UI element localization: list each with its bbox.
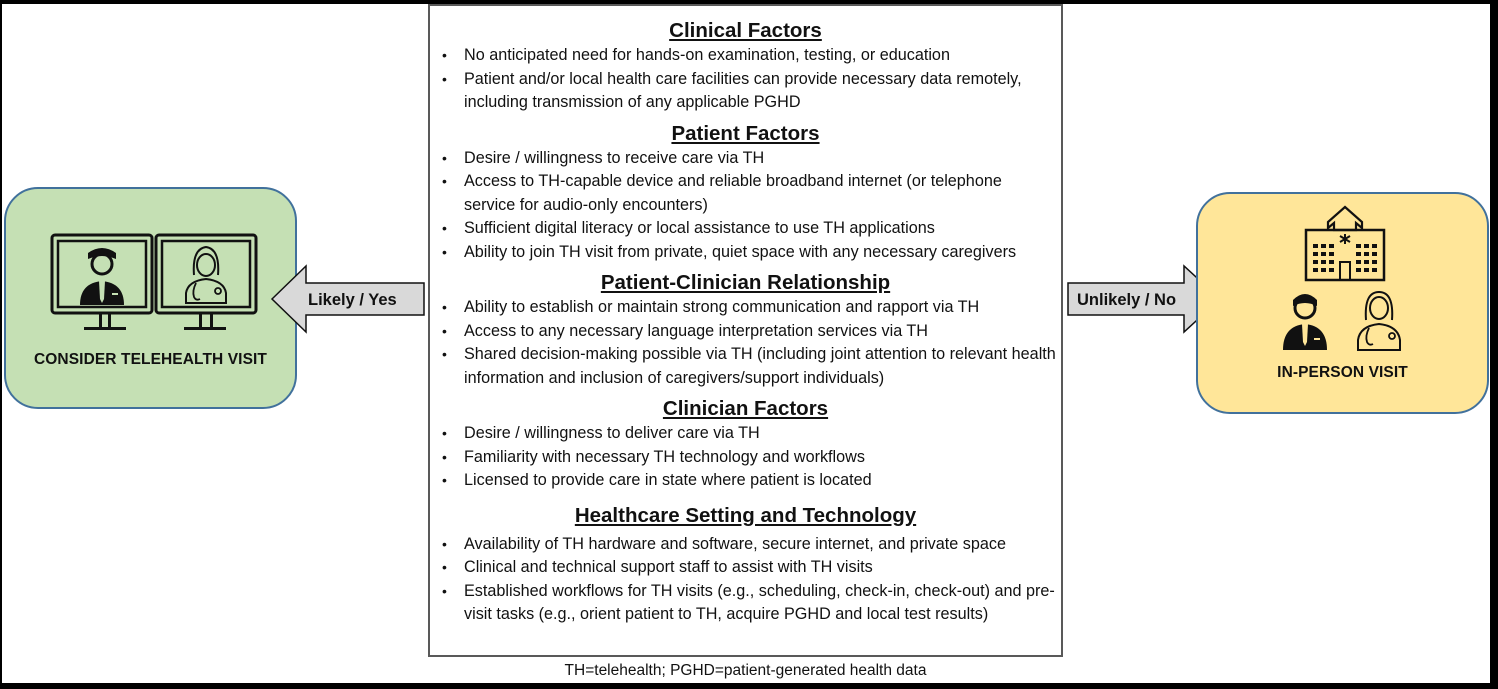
list-item: • Licensed to provide care in state where patient is located: [430, 469, 1061, 493]
section-clinician-factors: [430, 396, 1061, 493]
section-patient-clinician-relationship: [430, 270, 1061, 390]
list-item: • Familiarity with necessary TH technology and workflows: [430, 446, 1061, 470]
list-item: • Availability of TH hardware and software, secure internet, and private space: [430, 533, 1061, 557]
section-title: Patient Factors: [671, 121, 820, 145]
list-item: • Sufficient digital literacy or local assistance to use TH applications: [430, 217, 1061, 241]
patient-icon: [1280, 290, 1330, 352]
abbreviation-footnote: TH=telehealth; PGHD=patient-generated health data: [564, 662, 927, 679]
section-title: Clinical Factors: [669, 19, 822, 42]
monitor-clinician-icon: [154, 233, 258, 339]
monitor-patient-icon: [50, 233, 154, 339]
diagram-canvas: [2, 4, 1490, 683]
list-item: • Desire / willingness to deliver care via TH: [430, 422, 1061, 446]
list-item: • Patient and/or local health care facilities can provide necessary data remotely, including transmission of any applicable PGHD: [430, 68, 1061, 115]
section-title: Healthcare Setting and Technology: [574, 503, 917, 527]
list-item: • Access to any necessary language interpretation services via TH: [430, 320, 1061, 344]
list-item: • Ability to establish or maintain strong communication and rapport via TH: [430, 296, 1061, 320]
section-healthcare-setting: [430, 503, 1061, 627]
list-item: • Shared decision-making possible via TH (including joint attention to relevant health information and inclusion of caregivers/support individuals): [430, 343, 1061, 390]
telehealth-label: CONSIDER TELEHEALTH VISIT: [33, 351, 267, 368]
telehealth-panel: [4, 187, 297, 409]
clinician-icon: [1354, 290, 1404, 352]
section-patient-factors: [430, 121, 1061, 265]
section-title: Patient-Clinician Relationship: [600, 271, 891, 294]
in-person-panel: [1196, 192, 1489, 414]
list-item: • Access to TH-capable device and reliable broadband internet (or telephone service for audio-only encounters): [430, 170, 1061, 217]
in-person-label: IN-PERSON VISIT: [1277, 364, 1408, 381]
section-clinical-factors: [430, 18, 1061, 115]
section-title: Clinician Factors: [662, 397, 829, 420]
list-item: • No anticipated need for hands-on examination, testing, or education: [430, 44, 1061, 68]
hospital-icon: [1300, 204, 1390, 284]
factors-box: [428, 4, 1063, 657]
likely-yes-label: Likely / Yes: [308, 291, 397, 309]
unlikely-no-label: Unlikely / No: [1077, 291, 1177, 309]
list-item: • Established workflows for TH visits (e.g., scheduling, check-in, check-out) and pre-visit tasks (e.g., orient patient to TH, acquire PGHD and local test results): [430, 580, 1061, 627]
list-item: • Clinical and technical support staff to assist with TH visits: [430, 556, 1061, 580]
list-item: • Ability to join TH visit from private, quiet space with any necessary caregivers: [430, 241, 1061, 265]
list-item: • Desire / willingness to receive care via TH: [430, 147, 1061, 171]
